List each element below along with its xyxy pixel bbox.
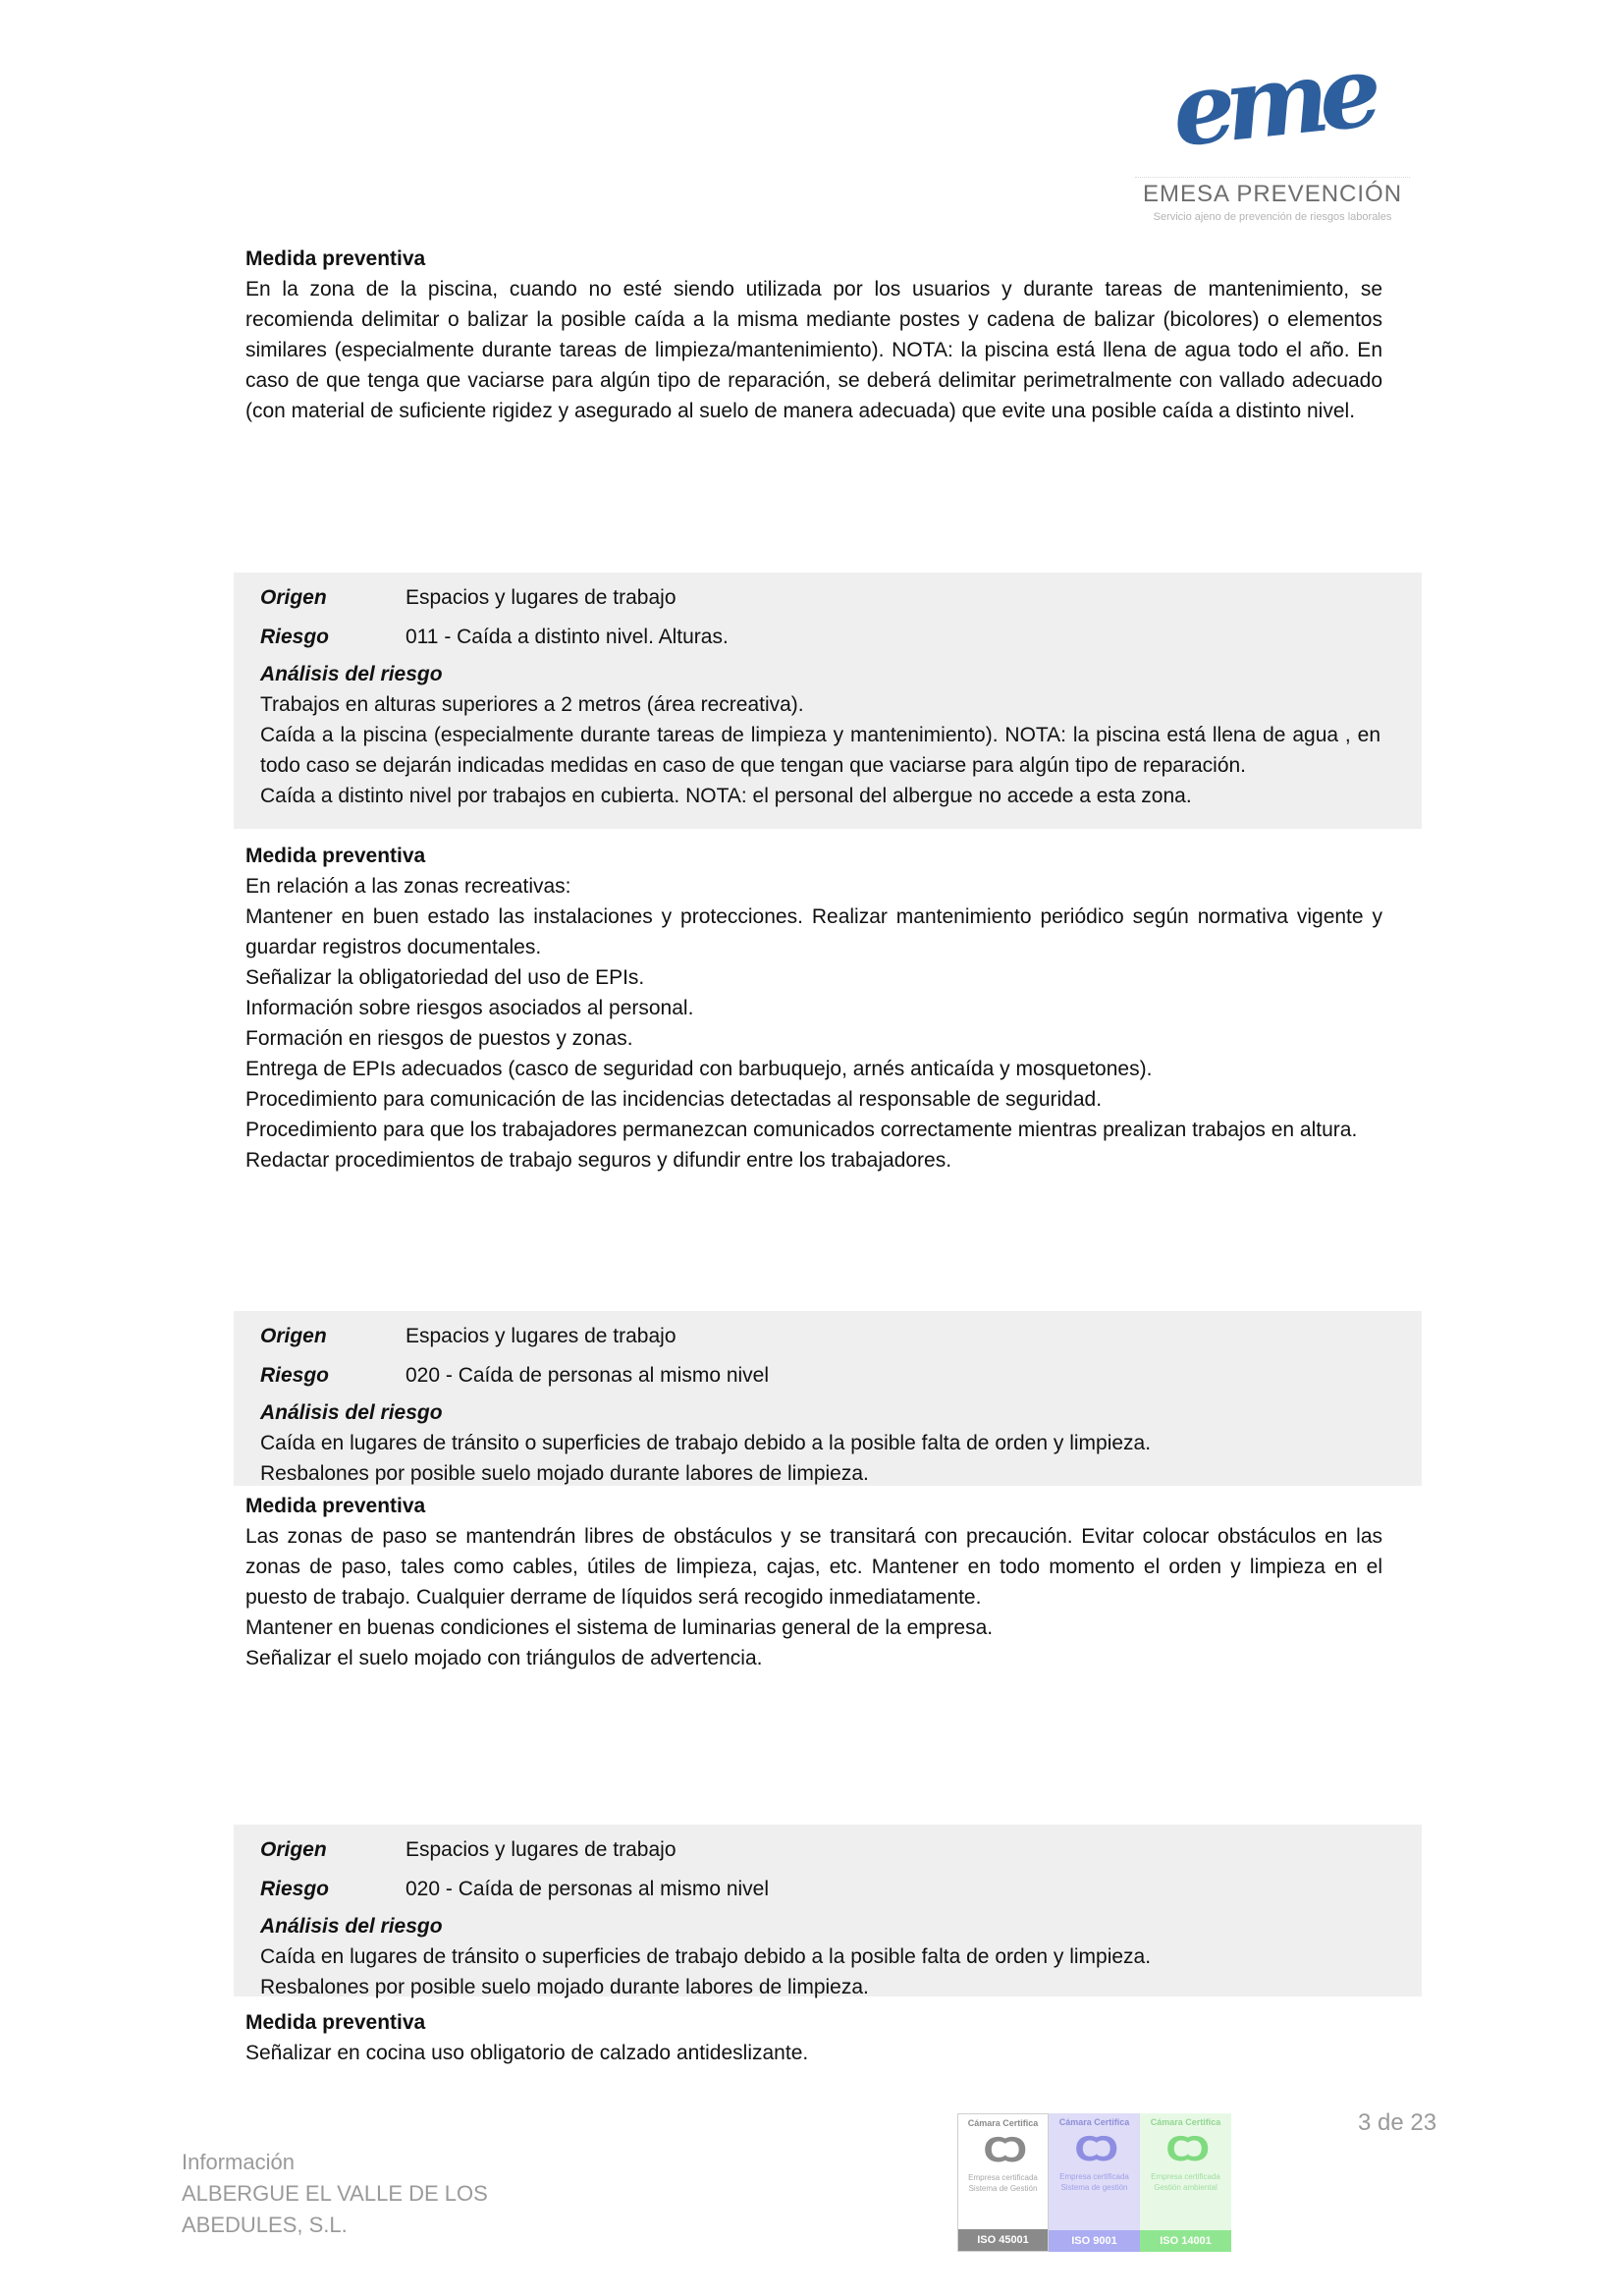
analysis-title: Análisis del riesgo (260, 1401, 443, 1424)
footer-company-line1: ALBERGUE EL VALLE DE LOS (182, 2181, 488, 2206)
measure-section-2 (245, 841, 1382, 1175)
measure-line: Información sobre riesgos asociados al personal. (245, 997, 694, 1019)
measure-line: Las zonas de paso se mantendrán libres de obstáculos y se transitará con precaución. Evitar colocar obstáculos en las zonas de paso, tales como cables, útiles de limpieza, cajas, etc. Mantener en todo momento el orden y limpieza en el puesto de trabajo. Cualquier derrame de líquidos será recogido inmediatamente. (245, 1525, 1382, 1609)
analysis-line: Resbalones por posible suelo mojado durante labores de limpieza. (260, 1462, 869, 1485)
analysis-text (260, 1941, 1380, 2002)
measure-line: En relación a las zonas recreativas: (245, 875, 571, 898)
measure-line: Redactar procedimientos de trabajo seguros y difundir entre los trabajadores. (245, 1149, 952, 1172)
page-number: 3 de 23 (1358, 2109, 1437, 2136)
analysis-line: Resbalones por posible suelo mojado durante labores de limpieza. (260, 1976, 869, 1998)
origen-label: Origen (260, 586, 327, 609)
riesgo-label: Riesgo (260, 1364, 330, 1387)
origen-label: Origen (260, 1838, 327, 1861)
measure-heading: Medida preventiva (245, 1495, 426, 1517)
badge-line2: Sistema de Gestión (968, 2184, 1038, 2193)
origen-row (260, 1834, 1380, 1865)
analysis-title: Análisis del riesgo (260, 663, 443, 685)
iso-45001-badge (957, 2113, 1049, 2252)
risk-box-3 (234, 1825, 1422, 1996)
badge-line1: Empresa certificada (968, 2173, 1038, 2182)
measure-heading: Medida preventiva (245, 845, 426, 867)
measure-section-1 (245, 244, 1382, 426)
origen-value: Espacios y lugares de trabajo (406, 1838, 676, 1861)
certification-badges (957, 2113, 1231, 2252)
riesgo-label: Riesgo (260, 1878, 330, 1900)
riesgo-row (260, 622, 1380, 652)
origen-label: Origen (260, 1325, 327, 1347)
badge-line2: Gestión ambiental (1154, 2183, 1217, 2192)
camara-certifica-icon: CƆ (983, 2131, 1023, 2170)
analysis-line: Caída a la piscina (especialmente durante tareas de limpieza y mantenimiento). NOTA: la piscina está llena de agua , en todo caso se dejarán indicadas medidas en caso de que tengan que vaciarse para algún tipo de reparación. (260, 724, 1380, 777)
riesgo-value: 020 - Caída de personas al mismo nivel (406, 1364, 770, 1387)
measure-line: Señalizar en cocina uso obligatorio de calzado antideslizante. (245, 2042, 809, 2064)
measure-heading: Medida preventiva (245, 247, 426, 270)
badge-header: Cámara Certifica (1058, 2117, 1130, 2127)
origen-row (260, 582, 1380, 613)
company-logo (1129, 27, 1416, 224)
measure-section-4 (245, 2007, 1382, 2068)
measure-line: Mantener en buenas condiciones el sistema de luminarias general de la empresa. (245, 1616, 994, 1639)
risk-box-1 (234, 573, 1422, 829)
risk-box-2 (234, 1311, 1422, 1486)
riesgo-row (260, 1360, 1380, 1391)
measure-line: Formación en riesgos de puestos y zonas. (245, 1027, 633, 1050)
badge-line2: Sistema de gestión (1060, 2183, 1128, 2192)
origen-row (260, 1321, 1380, 1351)
measure-line: Entrega de EPIs adecuados (casco de seguridad con barbuquejo, arnés anticaída y mosquetones). (245, 1058, 1153, 1080)
analysis-text (260, 689, 1380, 811)
badge-line1: Empresa certificada (1059, 2172, 1129, 2181)
measure-section-3 (245, 1491, 1382, 1673)
badge-header: Cámara Certifica (967, 2118, 1039, 2128)
badge-iso-band: ISO 45001 (958, 2229, 1048, 2251)
analysis-line: Caída en lugares de tránsito o superficies de trabajo debido a la posible falta de orden y limpieza. (260, 1432, 1152, 1454)
footer-info-label: Información (182, 2150, 295, 2174)
measure-line: Procedimiento para comunicación de las incidencias detectadas al responsable de seguridad. (245, 1088, 1103, 1111)
analysis-line: Caída a distinto nivel por trabajos en cubierta. NOTA: el personal del albergue no accede a esta zona. (260, 785, 1192, 807)
camara-certifica-icon: CƆ (1165, 2130, 1206, 2169)
measure-heading: Medida preventiva (245, 2011, 426, 2034)
brand-tagline: Servicio ajeno de prevención de riesgos laborales (1153, 211, 1392, 223)
brand-name: EMESA PREVENCIÓN (1142, 181, 1403, 207)
camara-certifica-icon: CƆ (1074, 2130, 1114, 2169)
origen-value: Espacios y lugares de trabajo (406, 586, 676, 609)
measure-line: Procedimiento para que los trabajadores permanezcan comunicados correctamente mientras prealizan trabajos en altura. (245, 1119, 1358, 1141)
analysis-line: Trabajos en alturas superiores a 2 metros (área recreativa). (260, 693, 804, 716)
analysis-text (260, 1428, 1380, 1489)
badge-header: Cámara Certifica (1150, 2117, 1221, 2127)
footer-company-info (182, 2147, 673, 2241)
footer-company-line2: ABEDULES, S.L. (182, 2213, 348, 2237)
origen-value: Espacios y lugares de trabajo (406, 1325, 676, 1347)
logo-divider (1135, 177, 1410, 178)
measure-line: Mantener en buen estado las instalaciones y protecciones. Realizar mantenimiento periódico según normativa vigente y guardar registros documentales. (245, 905, 1382, 958)
riesgo-value: 011 - Caída a distinto nivel. Alturas. (406, 626, 729, 648)
riesgo-label: Riesgo (260, 626, 330, 648)
measure-line: Señalizar el suelo mojado con triángulos de advertencia. (245, 1647, 763, 1669)
analysis-title: Análisis del riesgo (260, 1915, 443, 1938)
iso-14001-badge (1140, 2113, 1231, 2252)
analysis-line: Caída en lugares de tránsito o superficies de trabajo debido a la posible falta de orden y limpieza. (260, 1945, 1152, 1968)
measure-paragraph: En la zona de la piscina, cuando no esté siendo utilizada por los usuarios y durante tareas de mantenimiento, se recomienda delimitar o balizar la posible caída a la misma mediante postes y cadena de balizar (bicolores) o elementos similares (especialmente durante tareas de limpieza/mantenimiento). NOTA: la piscina está llena de agua todo el año. En caso de que tenga que vaciarse para algún tipo de reparación, se deberá delimitar perimetralmente con vallado adecuado (con material de suficiente rigidez y asegurado al suelo de manera adecuada) que evite una posible caída a distinto nivel. (245, 278, 1382, 422)
riesgo-row (260, 1874, 1380, 1904)
iso-9001-badge (1049, 2113, 1140, 2252)
badge-iso-band: ISO 14001 (1140, 2230, 1231, 2252)
logo-script-icon: eme (1166, 32, 1379, 170)
badge-iso-band: ISO 9001 (1049, 2230, 1140, 2252)
measure-line: Señalizar la obligatoriedad del uso de EPIs. (245, 966, 645, 989)
riesgo-value: 020 - Caída de personas al mismo nivel (406, 1878, 770, 1900)
badge-line1: Empresa certificada (1151, 2172, 1220, 2181)
